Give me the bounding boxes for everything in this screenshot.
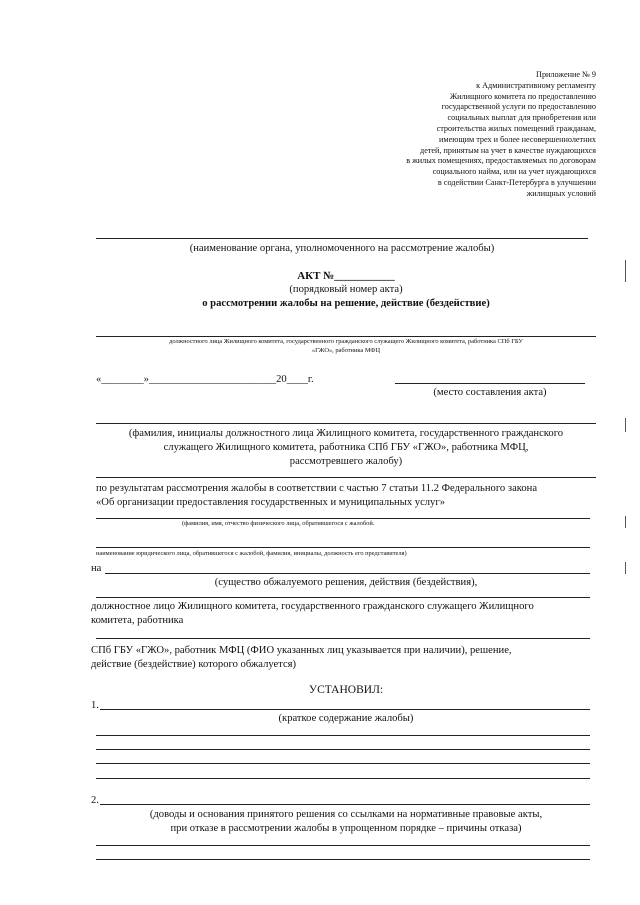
law-top-line	[96, 477, 596, 478]
organ-caption: (наименование органа, уполномоченного на рассмотрение жалобы)	[189, 243, 495, 254]
appendix-line: Жилищного комитета по предоставлению	[449, 91, 596, 101]
law-text-line1: по результатам рассмотрения жалобы в соответствии с частью 7 статьи 11.2 Федерального закона	[96, 483, 538, 494]
item1-blank-line	[96, 735, 590, 736]
act-subject: о рассмотрении жалобы на решение, действие (бездействие)	[202, 298, 490, 309]
appendix-line: Приложение № 9	[536, 70, 596, 79]
item2-number: 2.	[91, 795, 99, 806]
item1-blank-line	[96, 763, 590, 764]
appendix-line: имеющим трех и более несовершеннолетних	[439, 134, 596, 144]
appendix-line: жилищных условий	[526, 188, 596, 198]
spb-line	[96, 638, 590, 639]
spb-text-line1: СПб ГБУ «ГЖО», работник МФЦ (ФИО указанных лиц указывается при наличии), решение,	[91, 645, 512, 656]
item1-blank-line	[96, 778, 590, 779]
individual-caption: (фамилия, имя, отчество физического лица, обратившегося с жалобой.	[182, 520, 375, 527]
person-line	[96, 423, 596, 424]
place-line	[395, 383, 585, 384]
item2-blank-line	[96, 845, 590, 846]
item2-blank-line	[96, 859, 590, 860]
item1-blank-line	[96, 749, 590, 750]
item1-line	[100, 709, 590, 710]
na-line	[105, 573, 590, 574]
appendix-line: государственной услуги по предоставлению	[441, 102, 596, 112]
official-caption-line2: «ГЖО», работника МФЦ	[311, 347, 381, 354]
official-text-line2: комитета, работника	[91, 615, 184, 626]
scan-mark	[625, 562, 626, 574]
date-field: «________»________________________20____г.	[96, 374, 314, 385]
appendix-line: детей, принятым на учет в качестве нуждающихся	[420, 145, 596, 155]
act-title: АКТ №___________	[297, 270, 395, 282]
place-caption: (место составления акта)	[433, 387, 547, 398]
person-caption-line3: рассмотревшего жалобу)	[289, 456, 403, 467]
scan-mark	[625, 418, 626, 432]
official-caption-line1: должностного лица Жилищного комитета, государственного гражданского служащего Жилищного комитета, работника СПб ГБУ	[169, 338, 523, 345]
appendix-line: строительства жилых помещений гражданам,	[436, 123, 596, 133]
appendix-line: в жилых помещениях, предоставляемых по договорам	[406, 156, 596, 166]
appendix-line: в содействии Санкт-Петербурга в улучшении	[437, 177, 596, 187]
item1-caption: (краткое содержание жалобы)	[278, 713, 414, 724]
essence-line	[96, 597, 590, 598]
spb-text-line2: действие (бездействие) которого обжалуется)	[91, 659, 297, 670]
appendix-line: социального найма, или на учет нуждающихся	[432, 167, 596, 177]
individual-line	[96, 518, 590, 519]
appendix-line: к Административному регламенту	[476, 80, 596, 90]
essence-caption: (существо обжалуемого решения, действия (бездействия),	[214, 577, 478, 588]
official-line	[96, 336, 596, 337]
scan-mark	[625, 516, 626, 528]
official-text-line1: должностное лицо Жилищного комитета, государственного гражданского служащего Жилищного	[91, 601, 534, 612]
item2-caption-line2: при отказе в рассмотрении жалобы в упрощенном порядке – причины отказа)	[170, 823, 522, 834]
appendix-block	[340, 70, 596, 200]
item1-number: 1.	[91, 700, 99, 711]
scan-mark	[625, 260, 626, 282]
legal-caption: наименование юридического лица, обратившегося с жалобой, фамилия, инициалы, должность его представителя)	[96, 550, 407, 557]
person-caption-line2: служащего Жилищного комитета, работника СПб ГБУ «ГЖО», работника МФЦ,	[163, 442, 529, 453]
item2-caption-line1: (доводы и основания принятого решения со ссылками на нормативные правовые акты,	[149, 809, 543, 820]
organ-name-line	[96, 238, 588, 239]
person-caption-line1: (фамилия, инициалы должностного лица Жилищного комитета, государственного гражданского	[128, 428, 564, 439]
appendix-line: социальных выплат для приобретения или	[447, 113, 596, 123]
established-heading: УСТАНОВИЛ:	[308, 684, 384, 696]
legal-line	[96, 547, 590, 548]
na-label: на	[91, 563, 102, 574]
law-text-line2: «Об организации предоставления государственных и муниципальных услуг»	[96, 497, 445, 508]
act-number-caption: (порядковый номер акта)	[289, 284, 403, 295]
item2-line	[100, 804, 590, 805]
